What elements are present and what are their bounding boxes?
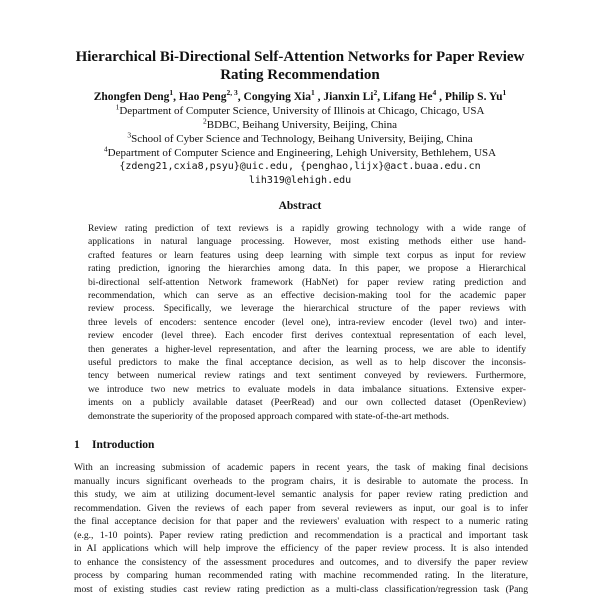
paper-title bbox=[40, 48, 560, 84]
abstract-body bbox=[88, 222, 526, 423]
abstract-line: useful predictors to make the final acceptance decision, as well as to help discover the inconsis- bbox=[88, 357, 526, 369]
body-line: manually incurs significant overheads to the program chairs, it is desirable to automate the process. In bbox=[74, 475, 528, 487]
author-name: Philip S. Yu bbox=[444, 91, 503, 103]
affiliation-mark: 4 bbox=[103, 144, 108, 154]
section-title: Introduction bbox=[92, 439, 155, 451]
affiliation-line bbox=[20, 146, 580, 160]
abstract-line: crafted features or learn features using deep learning with simple text corpus as input for review bbox=[88, 249, 526, 261]
author-name: Zhongfen Deng bbox=[93, 91, 170, 103]
author-affiliation-mark: 1 bbox=[169, 88, 174, 98]
abstract-line: tency between numerical review ratings and text sentiment conveyed by reviewers. Furthermore, bbox=[88, 370, 526, 382]
title-line-2: Rating Recommendation bbox=[220, 67, 380, 83]
affiliation-line bbox=[20, 104, 580, 118]
abstract-line: review process. Specifically, we leverage the hierarchical structure of the paper reviews with bbox=[88, 303, 526, 315]
abstract-line: recommendation, which can serve as an effective decision-making tool for the academic paper bbox=[88, 290, 526, 302]
abstract-line: bi-directional self-attention Network framework (HabNet) for paper review rating prediction and bbox=[88, 276, 526, 288]
author-affiliation-mark: 1 bbox=[502, 88, 507, 98]
author-emails-line-2: lih319@lehigh.edu bbox=[248, 175, 352, 186]
affiliation-mark: 1 bbox=[115, 102, 120, 112]
affiliation-text: Department of Computer Science, University of Illinois at Chicago, Chicago, USA bbox=[119, 105, 485, 117]
author-list: Zhongfen Deng$^1$, Hao Peng$^{2, 3}$, Congying Xia$^1$ , Jianxin Li$^2$, Lifang He$^4$ , Philip S. Yu$^1$ bbox=[93, 88, 507, 103]
affiliation-text: Department of Computer Science and Engineering, Lehigh University, Bethlehem, USA bbox=[107, 147, 497, 159]
author-affiliation-mark: 2 bbox=[373, 88, 378, 98]
author-name: Hao Peng bbox=[178, 91, 227, 103]
section-heading-introduction bbox=[74, 438, 154, 452]
abstract-line: rating prediction, ignoring the hierarchies among data. In this paper, we propose a Hierarchical bbox=[88, 263, 526, 275]
affiliation-line bbox=[20, 118, 580, 132]
body-line: this study, we aim at utilizing document-level semantic analysis for paper review rating prediction and bbox=[74, 489, 528, 500]
body-line: in AI applications which will help improve the efficiency of the paper review process. It is also intended bbox=[74, 543, 528, 554]
body-line: (e.g., 1-10 points). Paper review rating prediction and recommendation is a practical and important task bbox=[74, 529, 528, 541]
abstract-line: we introduce two new metrics to evaluate models in data imbalance situations. Extensive exper- bbox=[88, 383, 526, 395]
affiliation-text: School of Cyber Science and Technology, Beihang University, Beijing, China bbox=[131, 133, 473, 145]
body-line: to enhance the consistency of the assessment procedures and outcomes, and to diversify the paper review bbox=[74, 556, 528, 568]
author-name: Congying Xia bbox=[243, 91, 311, 103]
affiliation-text: BDBC, Beihang University, Beijing, China bbox=[206, 119, 397, 131]
abstract-line: Review rating prediction of text reviews is a rapidly growing technology with a wide range of bbox=[88, 223, 526, 234]
body-line: process by comparing human recommended rating with machine recommended rating. In the literature, bbox=[74, 570, 528, 581]
author-name: Lifang He bbox=[383, 91, 433, 103]
body-line: With an increasing submission of academic papers in recent years, the task of making final decisions bbox=[74, 462, 528, 473]
body-line: most of existing studies cast review rating prediction as a multi-class classification/regression task (Pang bbox=[74, 583, 528, 595]
abstract-line: three levels of encoders: sentence encoder (level one), intra-review encoder (level two) and inter- bbox=[88, 316, 526, 328]
introduction-body bbox=[74, 461, 528, 596]
abstract-line: then generates a higher-level representation, and after the learning process, we are able to identify bbox=[88, 343, 526, 355]
abstract-heading: Abstract bbox=[278, 200, 322, 212]
body-line: recommendation. Given the reviews of each paper from several reviewers as input, our goal is to infer bbox=[74, 502, 528, 514]
author-affiliation-mark: 2, 3 bbox=[226, 88, 238, 98]
affiliation-mark: 2 bbox=[203, 116, 207, 126]
abstract-line: review encoder (level three). Each encoder first derives contextual representation of each level, bbox=[88, 330, 526, 342]
body-line: the final acceptance decision for that paper and the reviewers' evaluation with respect to a numeric rating bbox=[74, 516, 528, 527]
abstract-line: iments on a publicly available dataset (PeerRead) and our own collected dataset (OpenReview) bbox=[88, 397, 526, 409]
author-emails-line-1: {zdeng21,cxia8,psyu}@uic.edu, {penghao,lijx}@act.buaa.edu.cn bbox=[119, 161, 481, 172]
title-line-1: Hierarchical Bi-Directional Self-Attention Networks for Paper Review bbox=[75, 49, 525, 65]
section-number: 1 bbox=[74, 439, 80, 451]
abstract-line: applications in natural language processing. However, most existing methods either use hand- bbox=[88, 236, 526, 248]
author-name: Jianxin Li bbox=[323, 91, 374, 103]
author-affiliation-mark: 4 bbox=[432, 88, 437, 98]
abstract-line: demonstrate the superiority of the proposed approach compared with state-of-the-art methods. bbox=[88, 410, 449, 422]
author-affiliation-mark: 1 bbox=[310, 88, 315, 98]
affiliation-mark: 3 bbox=[127, 130, 132, 140]
